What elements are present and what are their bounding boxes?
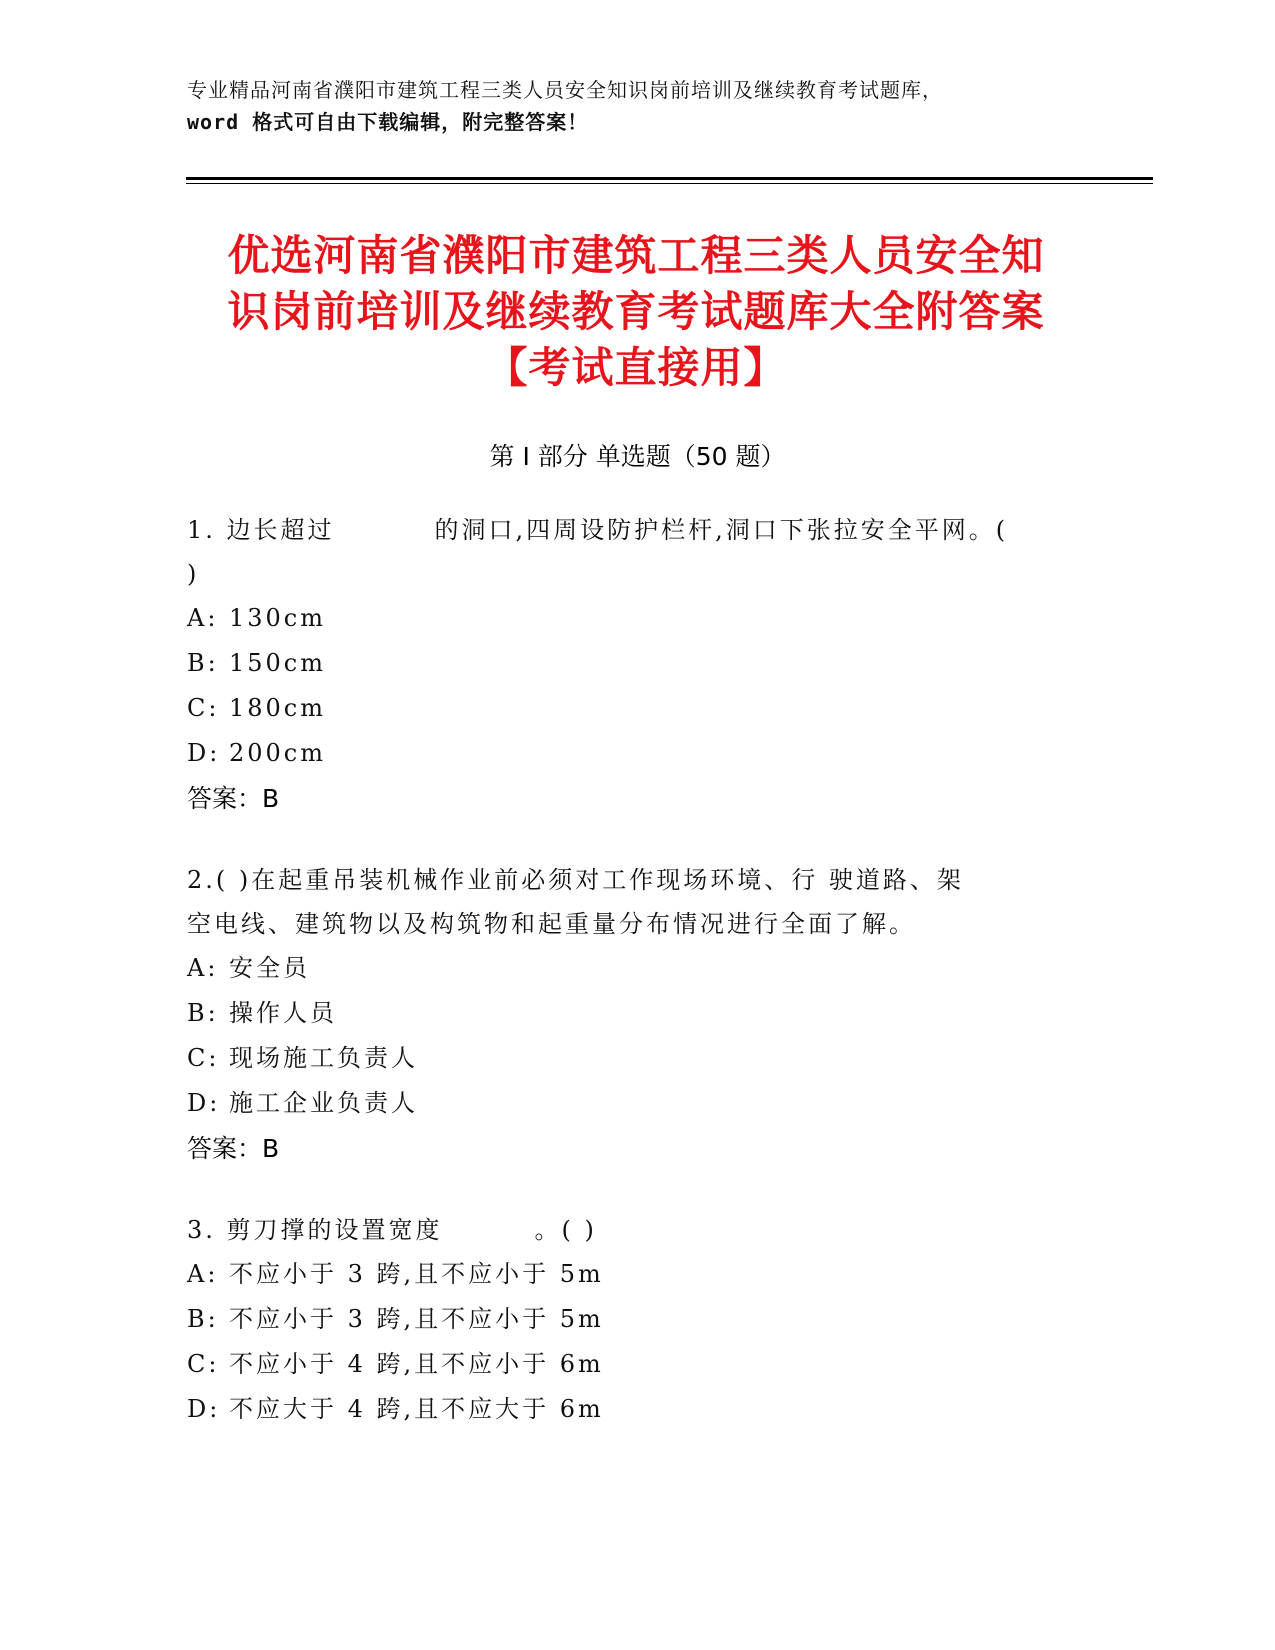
stem-part-2: 的洞口,四周设防护栏杆,洞口下张拉安全平网。(	[434, 516, 1009, 544]
document-title	[186, 228, 1086, 396]
stem-line-2: 空电线、建筑物以及构筑物和起重量分布情况进行全面了解。	[187, 910, 916, 938]
option-text: 200cm	[229, 739, 327, 767]
answer: 答案：B	[187, 784, 280, 813]
option-key: A:	[187, 954, 219, 982]
title-line-1: 优选河南省濮阳市建筑工程三类人员安全知	[227, 231, 1045, 280]
option-b	[187, 991, 1087, 1036]
header-note	[187, 74, 1087, 138]
option-text: 不应小于 3 跨,且不应小于 5m	[229, 1305, 604, 1333]
option-key: A:	[187, 1260, 219, 1288]
option-d	[187, 1387, 1087, 1432]
option-text: 130cm	[229, 604, 327, 632]
option-c	[187, 1342, 1087, 1387]
answer: 答案：B	[187, 1134, 280, 1163]
option-a	[187, 946, 1087, 991]
option-c	[187, 1036, 1087, 1081]
option-key: C:	[187, 1350, 220, 1378]
option-text: 操作人员	[229, 999, 337, 1027]
question-2	[187, 858, 1087, 1172]
section-title: 第 I 部分 单选题（50 题）	[489, 442, 786, 471]
option-key: D:	[187, 1089, 221, 1117]
option-key: C:	[187, 1044, 220, 1072]
option-text: 180cm	[229, 694, 327, 722]
option-key: B:	[187, 1305, 219, 1333]
question-stem	[187, 1208, 1087, 1252]
stem-line-2: )	[187, 560, 200, 588]
option-key: D:	[187, 1395, 221, 1423]
option-text: 安全员	[229, 954, 310, 982]
option-key: C:	[187, 694, 220, 722]
title-line-2: 识岗前培训及继续教育考试题库大全附答案	[227, 287, 1045, 336]
question-stem	[187, 508, 1087, 552]
option-a	[187, 596, 1087, 641]
option-text: 现场施工负责人	[229, 1044, 418, 1072]
stem-part-1: 1. 边长超过	[187, 516, 335, 544]
option-b	[187, 641, 1087, 686]
option-key: D:	[187, 739, 221, 767]
option-a	[187, 1252, 1087, 1297]
title-line-3: 【考试直接用】	[485, 343, 787, 392]
option-b	[187, 1297, 1087, 1342]
stem-line-1: 2.( )在起重吊装机械作业前必须对工作现场环境、行 驶道路、架	[187, 866, 964, 894]
option-text: 不应小于 3 跨,且不应小于 5m	[229, 1260, 604, 1288]
option-d	[187, 1081, 1087, 1126]
question-3	[187, 1208, 1087, 1432]
option-c	[187, 686, 1087, 731]
header-note-line-2: word 格式可自由下载编辑，附完整答案！	[187, 110, 589, 134]
option-key: A:	[187, 604, 219, 632]
option-key: B:	[187, 999, 219, 1027]
header-divider	[186, 177, 1153, 184]
option-text: 不应大于 4 跨,且不应大于 6m	[229, 1395, 604, 1423]
option-text: 不应小于 4 跨,且不应小于 6m	[229, 1350, 604, 1378]
option-d	[187, 731, 1087, 776]
header-note-line-1: 专业精品河南省濮阳市建筑工程三类人员安全知识岗前培训及继续教育考试题库，	[187, 78, 943, 102]
question-1	[187, 508, 1087, 822]
option-key: B:	[187, 649, 219, 677]
option-text: 150cm	[229, 649, 327, 677]
stem-part-2: 。( )	[534, 1216, 597, 1244]
option-text: 施工企业负责人	[229, 1089, 418, 1117]
stem-part-1: 3. 剪刀撑的设置宽度	[187, 1216, 443, 1244]
